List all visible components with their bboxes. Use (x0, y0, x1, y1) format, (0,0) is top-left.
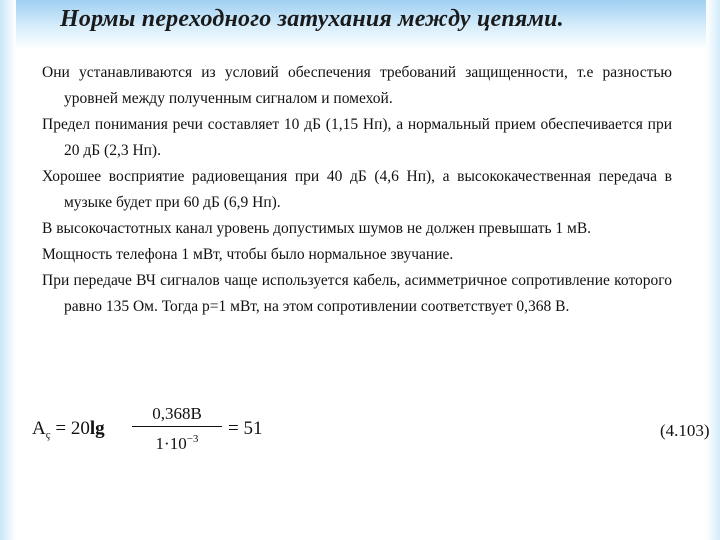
fraction-numerator: 0,368В (152, 404, 202, 423)
formula-log: lg (89, 418, 105, 439)
paragraph-phone-power: Мощность телефона 1 мВт, чтобы было нормальное звучание. (42, 246, 454, 263)
equation-number-paren: ( (660, 421, 666, 440)
denominator-base: 1·10 (155, 434, 187, 453)
left-gradient-border (0, 0, 16, 540)
slide-title: Нормы переходного затухания между цепями. (60, 6, 564, 32)
formula-subscript: ç (45, 429, 51, 441)
paragraph-cable: При передаче ВЧ сигналов чаще используется кабель, асимметричное сопротивление которого равно 135 Ом. Тогда p=1 мВт, на этом сопротивлении соответствует 0,368 В. (42, 272, 672, 315)
formula-fraction (132, 404, 222, 454)
formula-coefficient: = 20 (50, 418, 90, 439)
denominator-exponent: −3 (186, 433, 199, 445)
formula-symbol: A (32, 418, 46, 439)
slide-body (42, 60, 672, 320)
formula-result: = 51 (228, 418, 263, 439)
fraction-bar (132, 426, 222, 427)
equation-number (660, 421, 710, 441)
fraction-denominator (132, 429, 222, 454)
formula-left-side (32, 418, 105, 441)
formula-4-103 (32, 404, 712, 464)
paragraph-broadcast: Хорошее восприятие радиовещания при 40 дБ (4,6 Нп), а высококачественная передача в музыке будет при 60 дБ (6,9 Нп). (42, 168, 672, 211)
equation-number-value: 4.103) (665, 421, 710, 440)
paragraph-speech-limit: Предел понимания речи составляет 10 дБ (1,15 Нп), а нормальный прием обеспечивается при 20 дБ (2,3 Нп). (42, 116, 672, 159)
paragraph-protection: Они устанавливаются из условий обеспечения требований защищенности, т.е разностью уровней между полученным сигналом и помехой. (42, 64, 672, 107)
paragraph-noise-level: В высокочастотных канал уровень допустимых шумов не должен превышать 1 мВ. (42, 220, 592, 237)
